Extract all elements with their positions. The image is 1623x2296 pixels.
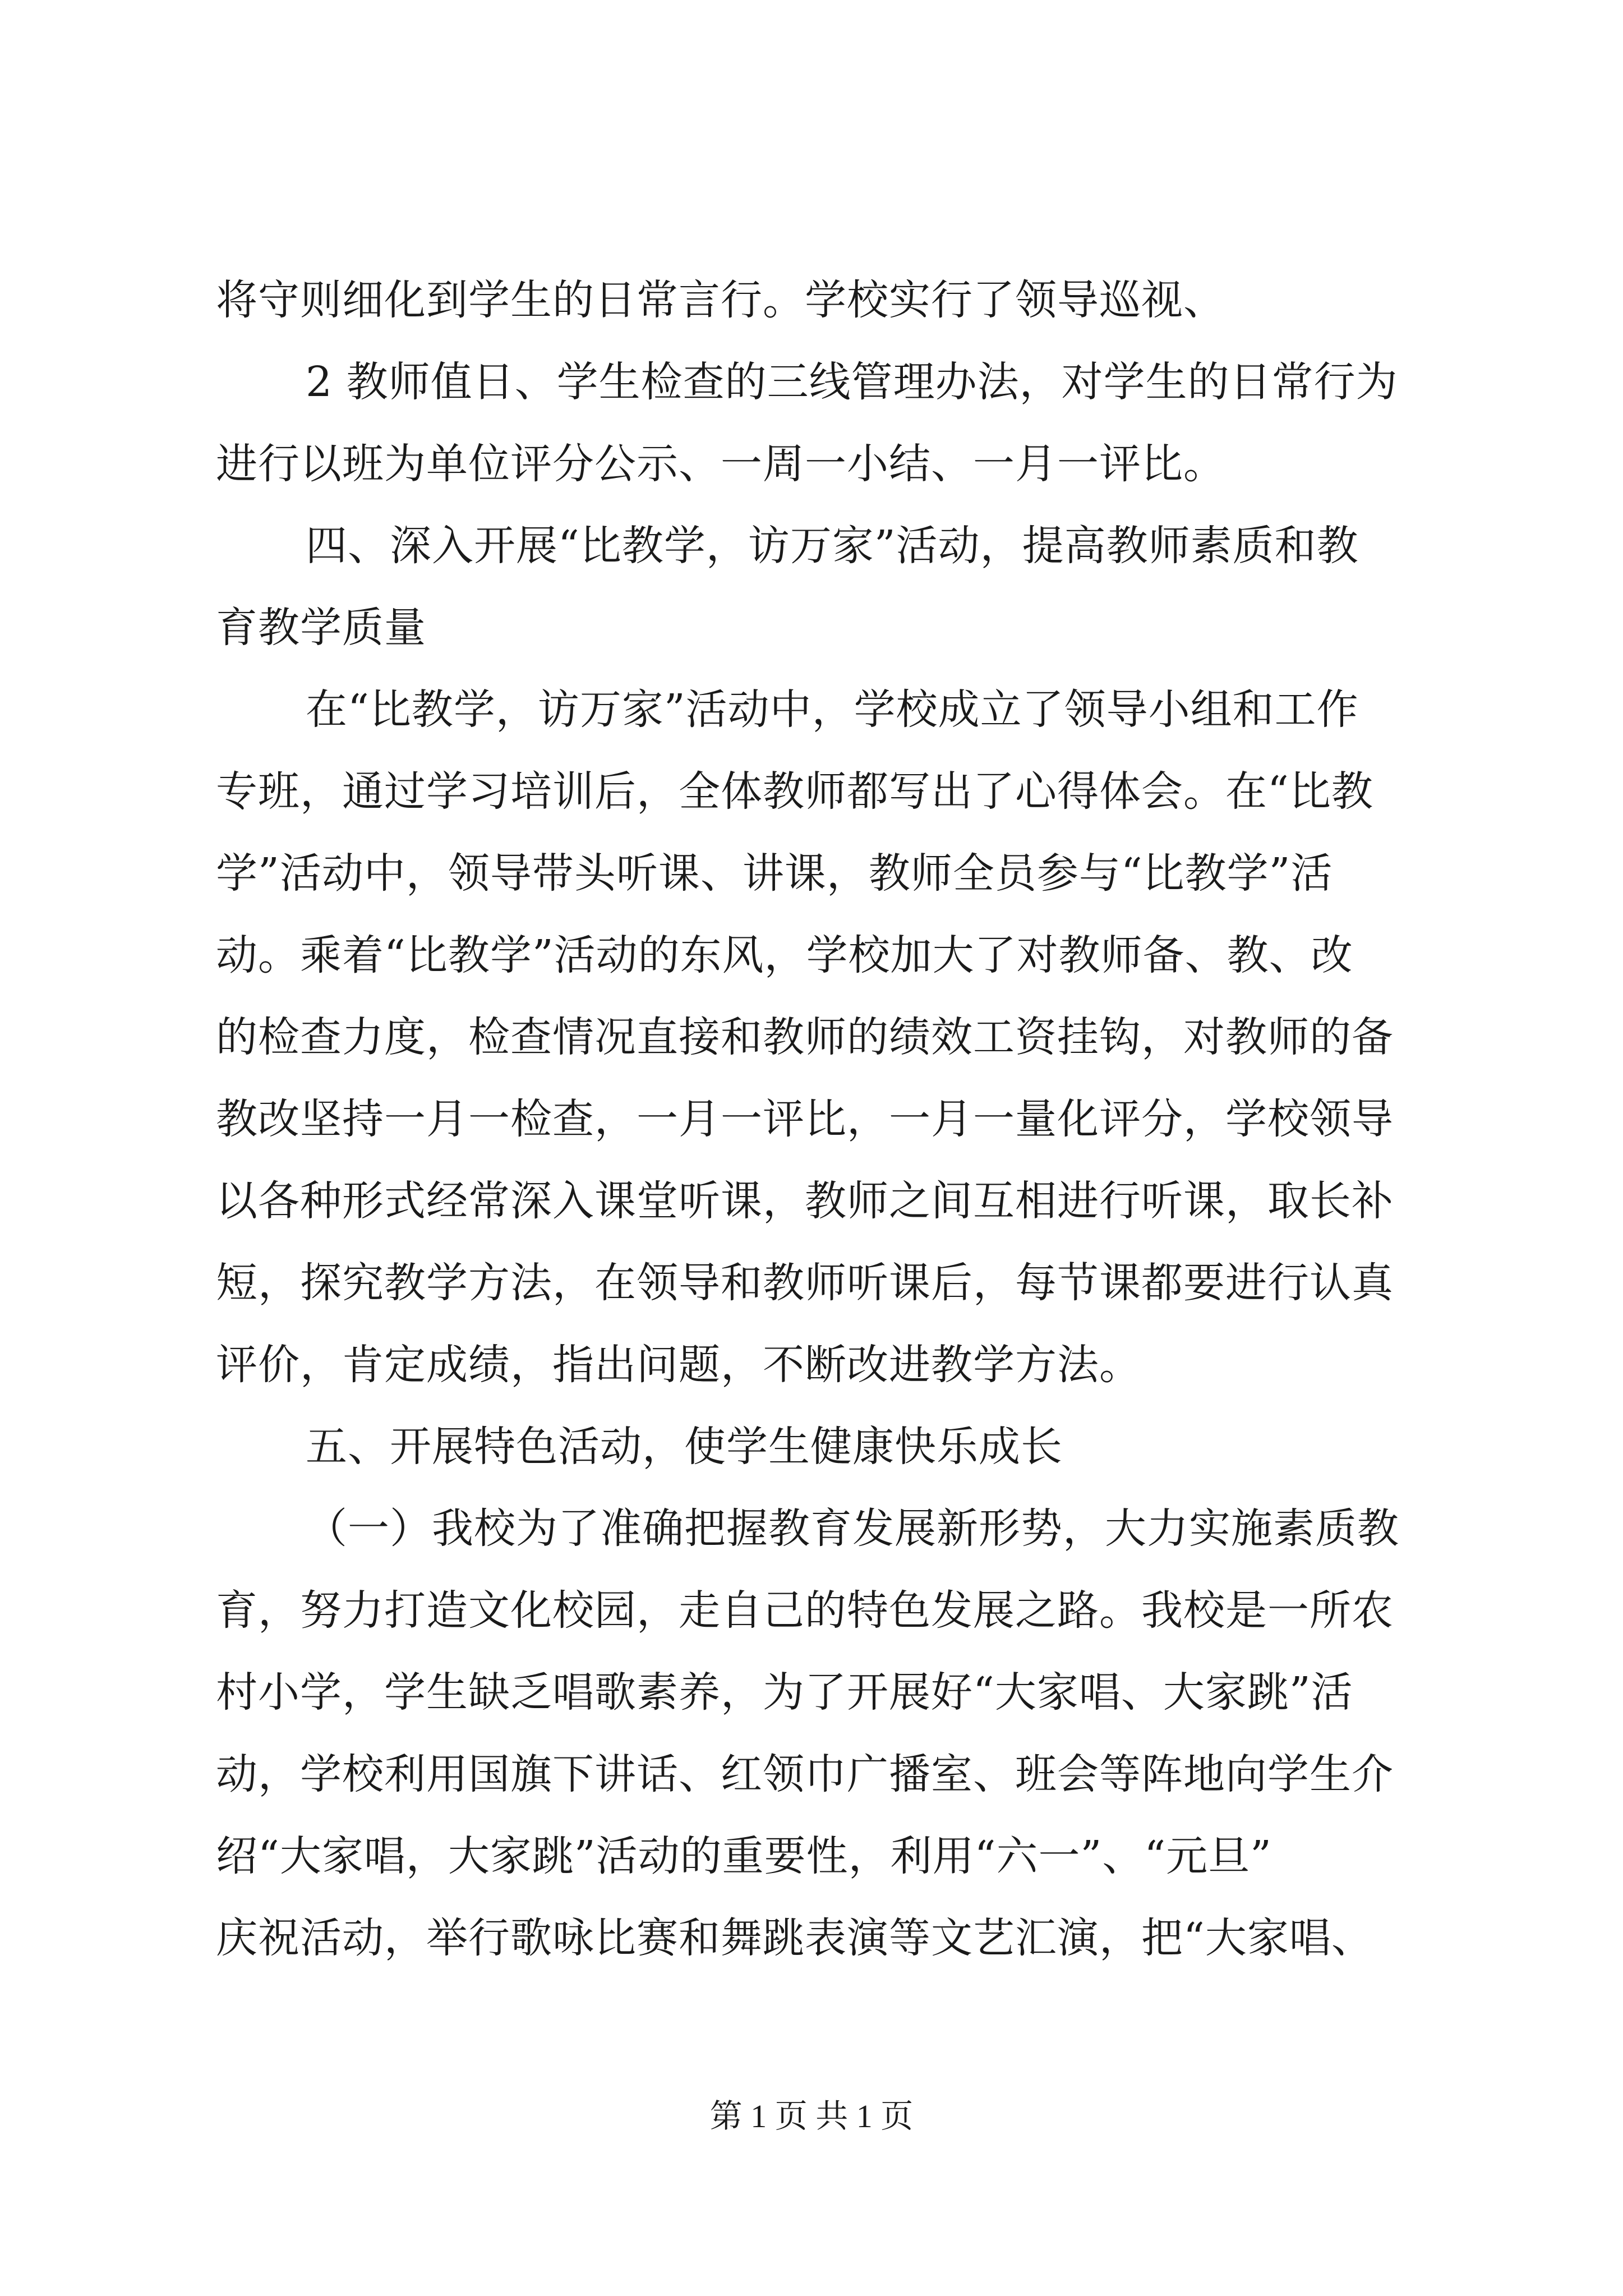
section-heading-4-line-1: 四、深入开展“比教学，访万家”活动，提高教师素质和教 <box>306 522 1359 570</box>
text-line-2: 2 教师值日、学生检查的三线管理办法，对学生的日常行为 <box>306 358 1398 406</box>
text-line-20: 绍“大家唱，大家跳”活动的重要性，利用“六一”、“元旦” <box>216 1832 1272 1880</box>
text-line-10: 的检查力度，检查情况直接和教师的绩效工资挂钩，对教师的备 <box>216 1013 1394 1061</box>
text-line-12: 以各种形式经常深入课堂听课，教师之间互相进行听课，取长补 <box>216 1177 1394 1225</box>
text-line-13: 短，探究教学方法，在领导和教师听课后，每节课都要进行认真 <box>216 1259 1394 1307</box>
text-line-16: （一）我校为了准确把握教育发展新形势，大力实施素质教 <box>306 1504 1399 1553</box>
text-line-14: 评价，肯定成绩，指出问题，不断改进教学方法。 <box>216 1341 1141 1389</box>
text-line-19: 动，学校利用国旗下讲话、红领巾广播室、班会等阵地向学生介 <box>216 1750 1394 1798</box>
text-line-18: 村小学，学生缺乏唱歌素养，为了开展好“大家唱、大家跳”活 <box>216 1668 1353 1717</box>
text-line-21: 庆祝活动，举行歌咏比赛和舞跳表演等文艺汇演，把“大家唱、 <box>216 1914 1373 1962</box>
body-text <box>216 259 1416 1979</box>
section-heading-4-line-2: 育教学质量 <box>216 604 426 652</box>
page-number-footer: 第 1 页 共 1 页 <box>709 2098 914 2134</box>
text-line-7: 专班，通过学习培训后，全体教师都写出了心得体会。在“比教 <box>216 767 1373 816</box>
text-line-1: 将守则细化到学生的日常言行。学校实行了领导巡视、 <box>216 276 1225 324</box>
section-heading-5: 五、开展特色活动，使学生健康快乐成长 <box>306 1423 1063 1471</box>
text-line-6: 在“比教学，访万家”活动中，学校成立了领导小组和工作 <box>306 685 1359 734</box>
text-line-17: 育，努力打造文化校园，走自己的特色发展之路。我校是一所农 <box>216 1586 1394 1635</box>
text-line-8: 学”活动中，领导带头听课、讲课，教师全员参与“比教学”活 <box>216 849 1333 898</box>
text-line-3: 进行以班为单位评分公示、一周一小结、一月一评比。 <box>216 440 1225 488</box>
text-line-9: 动。乘着“比教学”活动的东风，学校加大了对教师备、教、改 <box>216 931 1353 979</box>
text-line-11: 教改坚持一月一检查，一月一评比，一月一量化评分，学校领导 <box>216 1095 1394 1143</box>
